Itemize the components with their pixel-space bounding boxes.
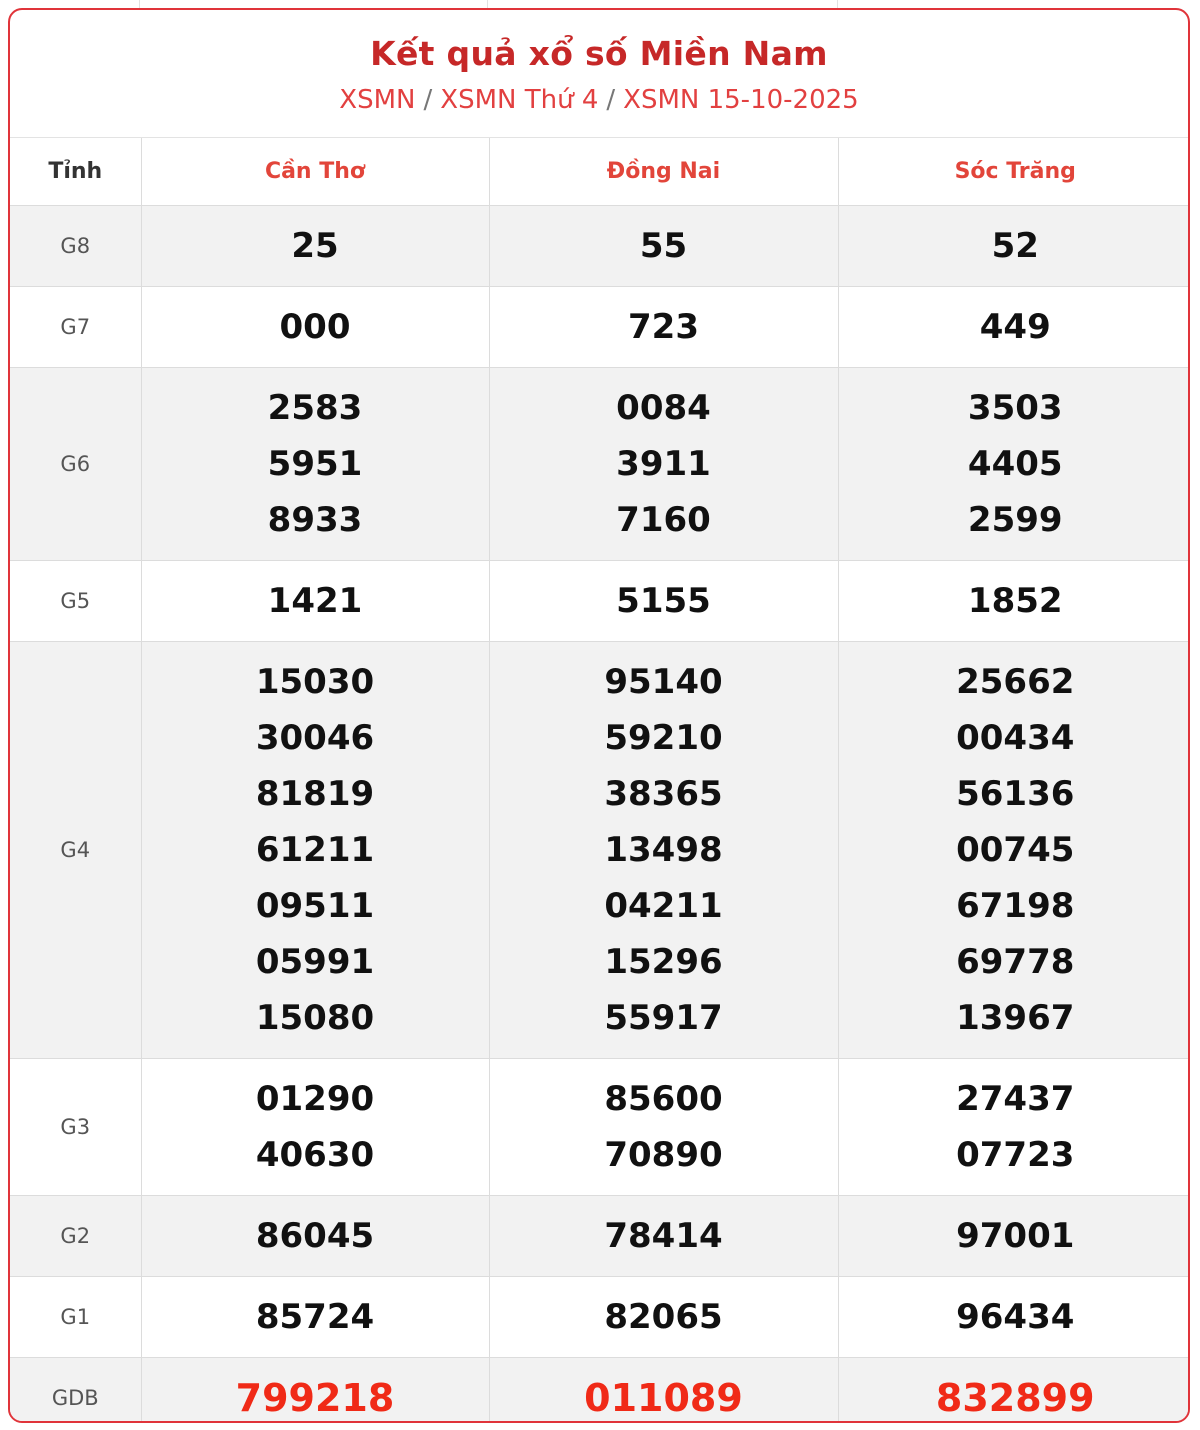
prize-cell [141,1276,489,1357]
column-header-soc-trang[interactable]: Sóc Trăng [838,138,1190,205]
prize-number: 00434 [956,717,1075,758]
prize-number: 70890 [604,1134,723,1175]
prize-number: 07723 [956,1134,1075,1175]
prize-label: G2 [10,1195,141,1276]
prize-cell [489,367,838,560]
prize-cell [489,1276,838,1357]
special-prize-number: 011089 [584,1375,743,1420]
prize-number: 30046 [255,717,375,758]
prize-cell [489,205,838,286]
prize-number: 55917 [604,997,723,1038]
prize-number: 27437 [956,1078,1075,1119]
prize-row-gdb [10,1357,1190,1423]
prize-row-g3 [10,1058,1190,1195]
prize-number: 67198 [956,885,1075,926]
column-header-can-tho[interactable]: Cần Thơ [141,138,489,205]
special-prize-number: 832899 [935,1375,1095,1420]
prize-number: 15080 [255,997,375,1038]
prize-number: 86045 [255,1215,375,1256]
prize-row-g7 [10,286,1190,367]
page-title: Kết quả xổ số Miền Nam [370,34,828,73]
prize-cell [838,367,1190,560]
prize-number: 15296 [604,941,723,982]
prize-cell [489,1058,838,1195]
breadcrumb-link-date[interactable]: XSMN 15-10-2025 [623,85,859,115]
table-header-row [10,138,1190,205]
prize-number: 96434 [956,1296,1075,1337]
results-header [10,10,1188,138]
prize-number: 55 [639,225,688,266]
prize-row-g2 [10,1195,1190,1276]
prize-cell [838,205,1190,286]
prize-number: 85724 [255,1296,375,1337]
prize-number: 40630 [255,1134,375,1175]
prize-label: G4 [10,641,141,1058]
breadcrumb-separator: / [423,85,433,115]
prize-cell [141,286,489,367]
prize-row-g1 [10,1276,1190,1357]
prize-number: 0084 [616,387,711,428]
prize-number: 78414 [604,1215,723,1256]
prize-number: 97001 [956,1215,1075,1256]
prize-number: 81819 [255,773,375,814]
prize-number: 3911 [616,443,711,484]
prize-cell [838,1058,1190,1195]
prize-cell [141,1058,489,1195]
prize-cell [838,1195,1190,1276]
prize-label: G8 [10,205,141,286]
prize-number: 7160 [616,499,711,540]
results-card [8,8,1190,1423]
prize-number: 38365 [604,773,723,814]
prize-number: 04211 [604,885,723,926]
special-prize-number: 799218 [235,1375,395,1420]
prize-number: 13967 [956,997,1075,1038]
column-header-province-label: Tỉnh [10,138,141,205]
breadcrumb-separator: / [606,85,616,115]
prize-row-g8 [10,205,1190,286]
prize-cell [489,1195,838,1276]
prize-cell [838,641,1190,1058]
breadcrumb-link-weekday[interactable]: XSMN Thứ 4 [440,85,599,115]
prize-cell [141,1357,489,1423]
prize-number: 449 [979,306,1051,347]
prize-number: 85600 [604,1078,723,1119]
prize-row-g5 [10,560,1190,641]
prize-number: 52 [991,225,1039,266]
prize-label: G5 [10,560,141,641]
prize-number: 01290 [255,1078,375,1119]
prize-cell [489,286,838,367]
prize-cell [838,1357,1190,1423]
top-column-stubs [0,0,1200,8]
prize-number: 8933 [267,499,363,540]
prize-number: 15030 [255,661,375,702]
prize-label: G7 [10,286,141,367]
prize-cell [141,560,489,641]
prize-number: 5951 [267,443,363,484]
prize-cell [838,560,1190,641]
prize-label: G1 [10,1276,141,1357]
prize-label: G6 [10,367,141,560]
prize-cell [141,367,489,560]
prize-number: 56136 [956,773,1075,814]
prize-number: 25 [291,225,339,266]
prize-number: 59210 [604,717,723,758]
prize-label: G3 [10,1058,141,1195]
prize-number: 2583 [267,387,363,428]
breadcrumb [10,84,1188,116]
prize-number: 95140 [604,661,723,702]
prize-number: 61211 [255,829,375,870]
prize-number: 4405 [967,443,1063,484]
prize-cell [489,560,838,641]
prize-number: 69778 [956,941,1075,982]
prize-number: 5155 [616,580,711,621]
prize-number: 05991 [255,941,375,982]
prize-cell [141,205,489,286]
prize-row-g6 [10,367,1190,560]
prize-number: 723 [628,306,699,347]
prize-cell [141,1195,489,1276]
prize-number: 09511 [255,885,375,926]
prize-number: 3503 [967,387,1063,428]
prize-label: GDB [10,1357,141,1423]
prize-number: 13498 [604,829,723,870]
prize-number: 1852 [967,580,1063,621]
prize-number: 000 [279,306,351,347]
prize-number: 25662 [956,661,1075,702]
prize-row-g4 [10,641,1190,1058]
prize-cell [838,286,1190,367]
prize-cell [489,1357,838,1423]
prize-number: 2599 [967,499,1063,540]
prize-cell [141,641,489,1058]
prize-number: 1421 [267,580,363,621]
column-header-dong-nai[interactable]: Đồng Nai [489,138,838,205]
prize-cell [489,641,838,1058]
breadcrumb-link-xsmn[interactable]: XSMN [339,85,416,115]
prize-cell [838,1276,1190,1357]
results-table [10,138,1190,1423]
prize-number: 00745 [956,829,1075,870]
prize-number: 82065 [604,1296,723,1337]
